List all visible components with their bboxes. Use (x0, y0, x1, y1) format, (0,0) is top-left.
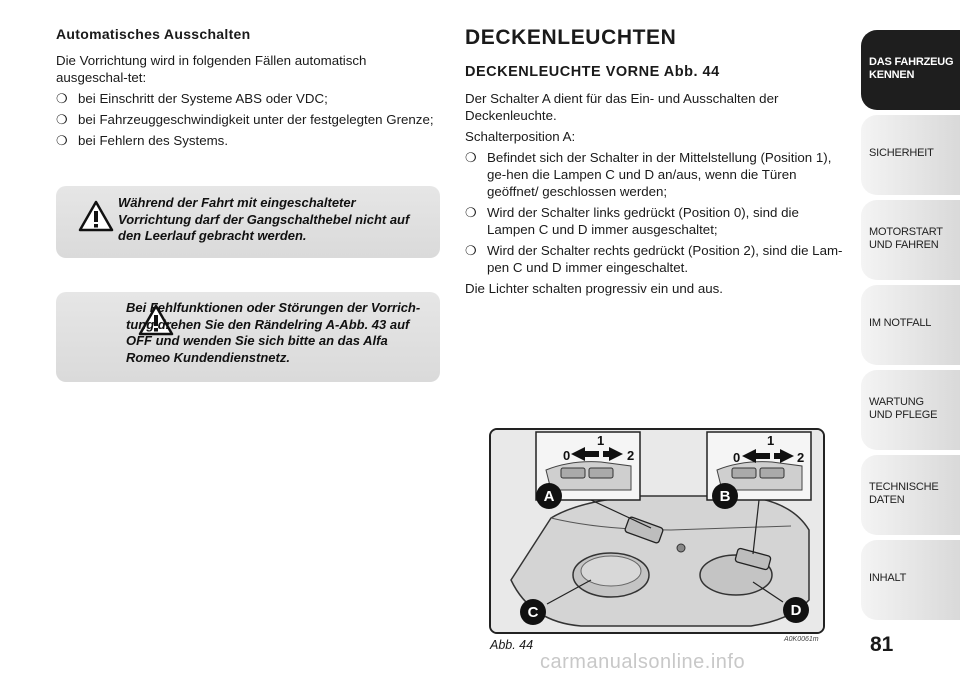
warning-triangle-icon (78, 200, 114, 232)
tab-inhalt[interactable]: INHALT (861, 540, 960, 620)
switch-pos-0-b: 0 (733, 450, 741, 465)
bullet-circle-icon: ❍ (465, 205, 477, 220)
warning-text: Während der Fahrt mit eingeschalteter Vorrichtung darf der Gangschalthebel nicht auf den Leerlauf gebracht werden. (118, 195, 410, 243)
list-item: ❍ Wird der Schalter rechts gedrückt (Position 2), sind die Lam-pen C und D immer eingeschaltet. (465, 243, 843, 275)
tab-im-notfall[interactable]: IM NOTFALL (861, 285, 960, 365)
tab-sicherheit[interactable]: SICHERHEIT (861, 115, 960, 195)
intro-paragraph: Die Vorrichtung wird in folgenden Fällen automatisch ausgeschal-tet: (56, 53, 367, 85)
warning-box-malfunction (56, 292, 440, 382)
tab-wartung-und-pflege[interactable]: WARTUNG UND PFLEGE (861, 370, 960, 450)
bullet-circle-icon: ❍ (465, 150, 477, 165)
right-column (465, 26, 849, 301)
bullet-circle-icon: ❍ (465, 243, 477, 258)
auto-off-list (56, 90, 440, 149)
tab-motorstart-und-fahren[interactable]: MOTORSTART UND FAHREN (861, 200, 960, 280)
figure-code: A0K0061m (784, 636, 819, 643)
switch-pos-1-b: 1 (767, 433, 775, 448)
tab-das-fahrzeug-kennen[interactable]: DAS FAHRZEUG KENNEN (861, 30, 960, 110)
page-title: DECKENLEUCHTEN (465, 26, 677, 49)
left-column (56, 26, 440, 153)
ceiling-light-illustration (491, 430, 823, 632)
figure-ceiling-light (489, 428, 825, 634)
bullet-circle-icon: ❍ (56, 133, 68, 148)
figure-caption: Abb. 44 (490, 638, 534, 652)
tab-technische-daten[interactable]: TECHNISCHE DATEN (861, 455, 960, 535)
warning-box-neutral-gear (56, 186, 440, 258)
section-heading-auto-off: Automatisches Ausschalten (56, 26, 251, 42)
list-item: ❍ bei Fahrzeuggeschwindigkeit unter der festgelegten Grenze; (56, 112, 434, 127)
switch-pos-2-b: 2 (797, 450, 805, 465)
list-item: ❍ Wird der Schalter links gedrückt (Position 0), sind die Lampen C und D immer ausgeschaltet; (465, 205, 799, 237)
switch-position-list (465, 149, 849, 276)
label-d: D (790, 602, 802, 619)
label-c: C (527, 604, 539, 621)
bullet-circle-icon: ❍ (56, 112, 68, 127)
list-item: ❍ Befindet sich der Schalter in der Mittelstellung (Position 1), ge-hen die Lampen C und D an/aus, wenn die Türen geöffnet/ geschlossen werden; (465, 150, 832, 199)
page-number: 81 (870, 633, 894, 656)
switch-pos-1-a: 1 (597, 433, 605, 448)
paragraph-switch-position: Schalterposition A: (465, 129, 576, 144)
label-a: A (543, 488, 555, 505)
switch-pos-2-a: 2 (627, 448, 635, 463)
bullet-circle-icon: ❍ (56, 91, 68, 106)
warning-text: Bei Fehlfunktionen oder Störungen der Vorrich-tung drehen Sie den Rändelring A-Abb. 43 auf OFF und wenden Sie sich bitte an das Alfa Romeo Kundendienstnetz. (126, 300, 421, 365)
paragraph-progressive: Die Lichter schalten progressiv ein und aus. (465, 281, 723, 296)
subsection-heading: DECKENLEUCHTE VORNE Abb. 44 (465, 64, 720, 80)
watermark: carmanualsonline.info (540, 651, 746, 673)
label-b: B (719, 488, 731, 505)
chapter-sidebar (861, 30, 960, 625)
paragraph-switch-a: Der Schalter A dient für das Ein- und Ausschalten der Deckenleuchte. (465, 91, 779, 123)
switch-pos-0-a: 0 (563, 448, 571, 463)
list-item: ❍ bei Einschritt der Systeme ABS oder VDC; (56, 91, 328, 106)
list-item: ❍ bei Fehlern des Systems. (56, 133, 229, 148)
